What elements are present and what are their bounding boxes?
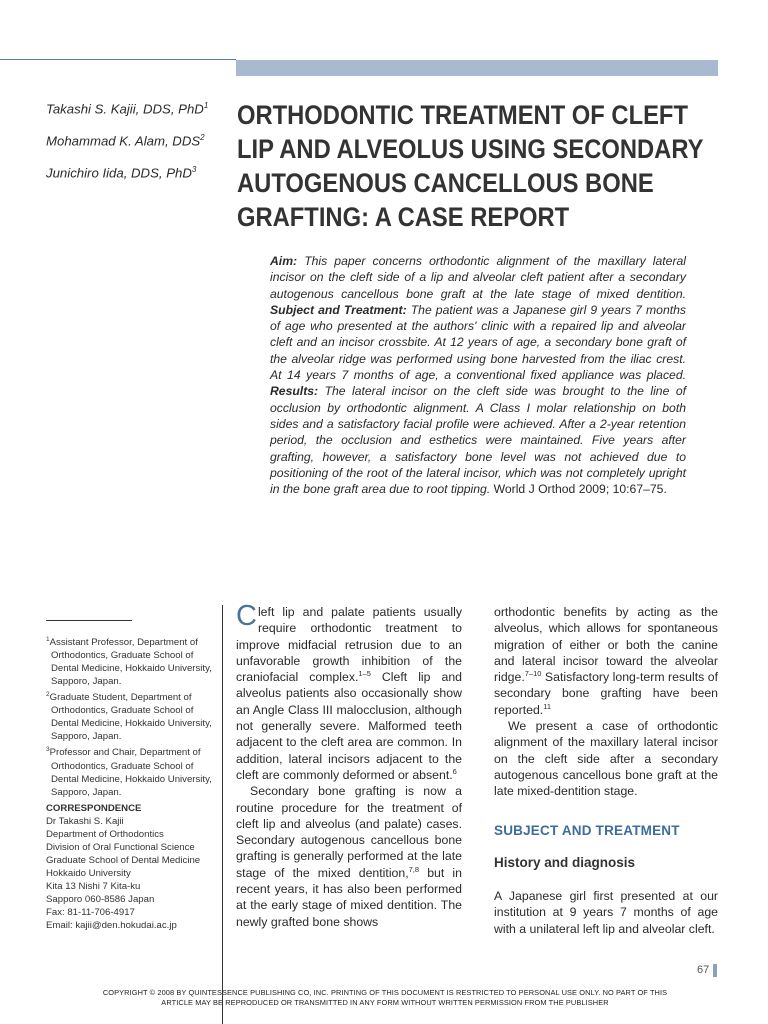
column-divider-line [222,605,223,1024]
header-color-bar [236,60,718,76]
affiliations [46,633,216,799]
citation-ref: 11 [543,701,552,711]
abstract-subject-label: Subject and Treatment: [270,302,407,317]
section-heading: SUBJECT AND TREATMENT [494,823,680,838]
abstract-aim: This paper concerns orthodontic alignment of the maxillary lateral incisor on the cleft side of a lip and alveolar cleft patient after a secondary autogenous cancellous bone graft at the late stage of mixed dentition. [270,254,687,301]
footnote-rule [46,620,132,621]
page-number: 67 [697,964,710,976]
intro-paragraph-2-continued: orthodontic benefits by acting as the alveolus, which allows for spontaneous migration of either or both the canine and lateral incisor toward the alveolar ridge.$^{7-10}$ Satisfactory long-term results of secondary bone grafting have been reported.$^{11}$ [494,605,718,717]
abstract-results-label: Results: [270,384,319,399]
affiliation-1: $^1$Assistant Professor, Department of Orthodontics, Graduate School of Dental Medicine, Hokkaido University, Sapporo, Japan. [46,636,212,688]
author-3: Junichiro Iida, DDS, PhD$^3$ [46,165,197,181]
correspondence-line: Graduate School of Dental Medicine [46,855,201,866]
author-1: Takashi S. Kajii, DDS, PhD$^1$ [46,101,209,117]
correspondence-line: Sapporo 060-8586 Japan [46,894,155,905]
abstract-aim-label: Aim: [270,254,298,268]
subsection-heading: History and diagnosis [494,855,636,870]
citation-ref: 7,8 [408,864,420,874]
intro-paragraph-2: Secondary bone grafting is now a routine procedure for the treatment of cleft lip and alveolus (and palate) cases. Secondary autogenous cancellous bone grafting is generally performed at the late stage of the mixed dentition,$^{7,8}$ but in recent years, it has also been performed at the early stage of mixed dentition. The newly grafted bone shows [236,784,462,929]
correspondence-heading: CORRESPONDENCE [46,803,142,814]
citation-ref: 6 [452,766,457,776]
abstract-results: The lateral incisor on the cleft side was brought to the line of occlusion by orthodontic alignment. A Class I molar relationship on both sides and a satisfactory facial profile were achieved. After a 2-year retention period, the occlusion and esthetics were maintained. Five years after grafting, however, a satisfactory bone level was not achieved due to positioning of the root of the lateral incisor, which was not completely upright in the bone graft area due to root tipping. [270,384,686,497]
drop-cap: C [236,600,257,632]
affiliation-2: $^2$Graduate Student, Department of Orthodontics, Graduate School of Dental Medicine, Hokkaido University, Sapporo, Japan. [46,691,212,743]
history-paragraph: A Japanese girl first presented at our institution at 9 years 7 months of age with a unilateral left lip and alveolar cleft. [494,889,718,936]
body-column-1 [236,600,462,930]
abstract [270,253,686,497]
affiliation-3: $^3$Professor and Chair, Department of Orthodontics, Graduate School of Dental Medicine, Hokkaido University, Sapporo, Japan. [46,746,212,798]
author-2: Mohammad K. Alam, DDS$^2$ [46,133,205,149]
citation-ref: 1–5 [358,669,371,679]
correspondence-line: Fax: 81-11-706-4917 [46,907,135,918]
intro-paragraph-1: Cleft lip and palate patients usually require orthodontic treatment to improve midfacial retrusion due to an unfavorable growth inhibition of the craniofacial complex.$^{1-5}$ Cleft lip and alveolus patients also occasionally show an Angle Class III malocclusion, although not generally severe. Malformed teeth adjacent to the cleft area are common. In addition, lateral incisors adjacent to the cleft are commonly deformed or absent.$^6$ [236,600,462,782]
copyright-notice: COPYRIGHT © 2008 BY QUINTESSENCE PUBLISHING CO, INC. PRINTING OF THIS DOCUMENT IS RESTRICTED TO PERSONAL USE ONLY. NO PART OF THIS ARTICLE MAY BE REPRODUCED OR TRANSMITTED IN ANY FORM WITHOUT WRITTEN PERMISSION FROM THE PUBLISHER [102,988,668,1007]
correspondence-line: Kita 13 Nishi 7 Kita-ku [46,881,141,892]
page-number-marker [713,964,717,977]
article-title: ORTHODONTIC TREATMENT OF CLEFT LIP AND ALVEOLUS USING SECONDARY AUTOGENOUS CANCELLOUS BONE GRAFTING: A CASE REPORT [237,100,704,232]
correspondence-line: Department of Orthodontics [46,829,164,840]
abstract-subject: The patient was a Japanese girl 9 years 7 months of age who presented at the authors' clinic with a repaired lip and alveolar cleft and an incisor crossbite. At 12 years of age, a secondary bone graft of the alveolar ridge was performed using bone harvested from the iliac crest. At 14 years 7 months of age, a conventional fixed appliance was placed. [270,302,686,383]
citation-ref: 7–10 [524,669,542,679]
correspondence-line: Hokkaido University [46,868,131,879]
correspondence-line: Dr Takashi S. Kajii [46,816,124,827]
correspondence [46,802,221,932]
body-column-2 [494,604,718,800]
header-rule [0,59,236,60]
abstract-citation: World J Orthod 2009; 10:67–75. [493,482,667,497]
correspondence-email[interactable]: Email: kajii@den.hokudai.ac.jp [46,920,177,931]
intro-paragraph-3: We present a case of orthodontic alignment of the maxillary lateral incisor on the cleft side after a secondary autogenous cancellous bone graft at the late mixed-dentition stage. [494,719,718,799]
correspondence-line: Division of Oral Functional Science [46,842,195,853]
author-list [46,101,231,197]
